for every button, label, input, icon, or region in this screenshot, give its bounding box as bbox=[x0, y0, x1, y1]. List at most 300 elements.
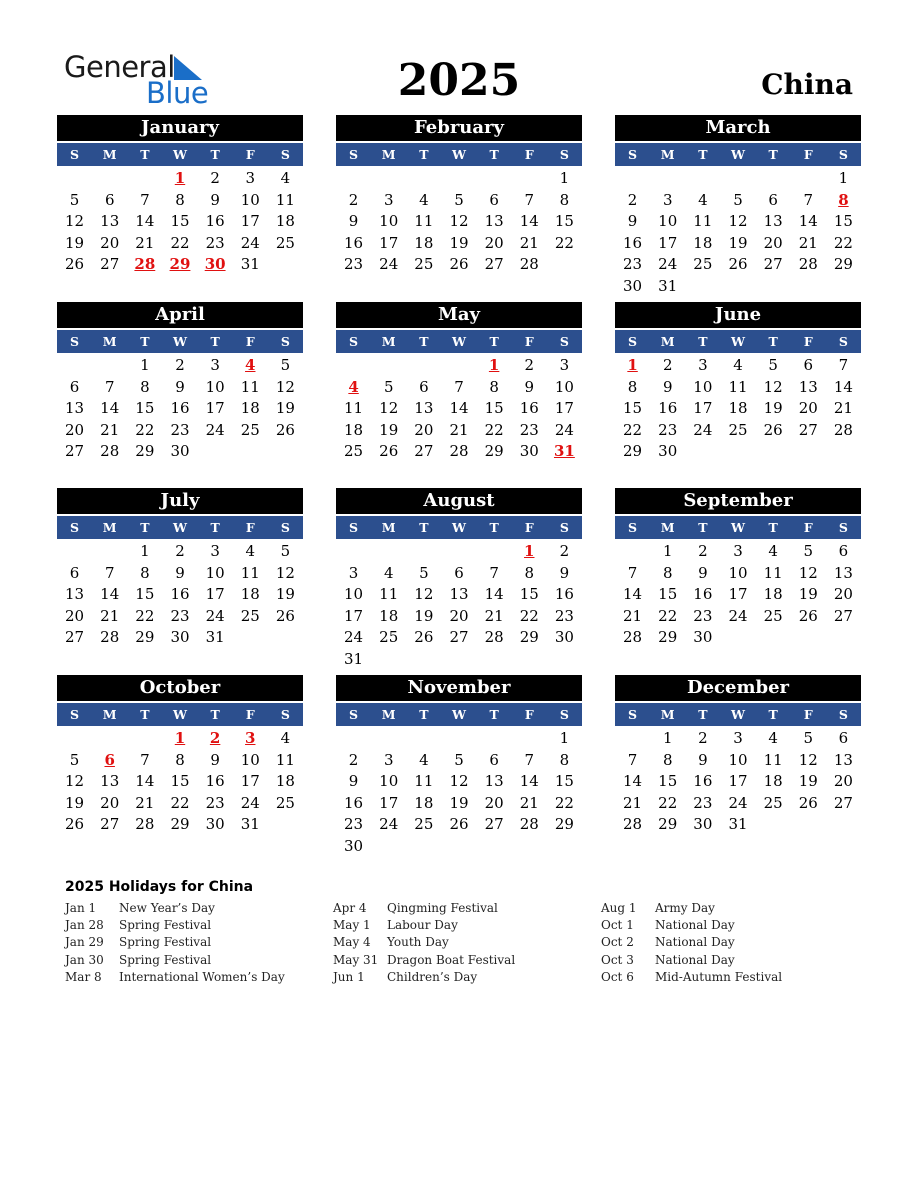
day-grid bbox=[615, 355, 861, 463]
day-cell: 11 bbox=[275, 190, 295, 209]
day-cell: 12 bbox=[798, 563, 818, 582]
day-cell: 26 bbox=[798, 606, 818, 625]
weekday-label: F bbox=[803, 707, 813, 722]
weekday-label: F bbox=[245, 707, 255, 722]
day-cell: 7 bbox=[803, 190, 814, 209]
day-cell: 11 bbox=[240, 377, 260, 396]
day-cell: 29 bbox=[833, 255, 853, 274]
day-cell: 17 bbox=[658, 233, 678, 252]
day-cell: 27 bbox=[763, 255, 783, 274]
month-june bbox=[615, 302, 861, 463]
day-cell: 10 bbox=[379, 212, 399, 231]
weekday-label: M bbox=[660, 147, 675, 162]
empty-cell bbox=[441, 168, 476, 190]
empty-cell bbox=[371, 168, 406, 190]
day-cell: 5 bbox=[383, 377, 394, 396]
day-cell: 2 bbox=[627, 190, 638, 209]
weekday-label: T bbox=[140, 147, 150, 162]
day-cell: 10 bbox=[240, 750, 260, 769]
day-cell: 23 bbox=[554, 606, 574, 625]
weekday-label: T bbox=[768, 520, 778, 535]
weekday-label: S bbox=[838, 147, 848, 162]
day-cell: 11 bbox=[379, 585, 399, 604]
day-cell: 8 bbox=[662, 750, 673, 769]
day-grid bbox=[336, 728, 582, 858]
day-grid bbox=[57, 355, 303, 463]
day-cell: 26 bbox=[728, 255, 748, 274]
day-cell: 18 bbox=[414, 233, 434, 252]
empty-cell bbox=[371, 355, 406, 377]
day-cell: 19 bbox=[414, 606, 434, 625]
day-cell: 11 bbox=[414, 212, 434, 231]
day-cell: 10 bbox=[554, 377, 574, 396]
day-cell: 5 bbox=[768, 356, 778, 374]
day-cell: 11 bbox=[728, 377, 748, 396]
day-cell: 16 bbox=[693, 585, 713, 604]
weekday-label: S bbox=[838, 520, 848, 535]
day-grid bbox=[615, 168, 861, 298]
day-cell: 7 bbox=[104, 563, 115, 582]
day-cell: 2 bbox=[524, 356, 535, 374]
day-cell: 5 bbox=[454, 190, 464, 209]
weekday-header bbox=[57, 703, 303, 726]
day-cell: 9 bbox=[175, 563, 185, 582]
weekday-header bbox=[57, 330, 303, 353]
holiday-date: Mar 8 bbox=[65, 969, 102, 984]
day-cell: 1 bbox=[559, 729, 570, 747]
weekday-label: M bbox=[102, 334, 117, 349]
empty-cell bbox=[615, 728, 650, 750]
day-cell: 6 bbox=[838, 729, 849, 747]
day-cell: 4 bbox=[280, 729, 291, 747]
day-cell: 15 bbox=[170, 212, 190, 231]
weekday-header bbox=[336, 143, 582, 166]
day-cell: 5 bbox=[733, 190, 743, 209]
weekday-label: T bbox=[140, 707, 150, 722]
day-cell: 11 bbox=[693, 212, 713, 231]
day-cell: 26 bbox=[275, 420, 295, 439]
day-cell: 15 bbox=[170, 772, 190, 791]
day-cell: 6 bbox=[419, 377, 429, 396]
day-cell: 16 bbox=[344, 793, 364, 812]
day-cell: 12 bbox=[763, 377, 783, 396]
day-cell: 22 bbox=[135, 606, 155, 625]
weekday-label: F bbox=[803, 520, 813, 535]
holiday-name: Spring Festival bbox=[119, 918, 212, 933]
day-cell: 31 bbox=[344, 649, 364, 668]
day-cell: 29 bbox=[554, 815, 574, 834]
weekday-label: M bbox=[660, 334, 675, 349]
day-grid bbox=[336, 541, 582, 671]
day-cell: 31 bbox=[240, 255, 260, 274]
month-august bbox=[336, 488, 582, 671]
empty-cell bbox=[791, 168, 826, 190]
weekday-label: S bbox=[280, 707, 290, 722]
calendar-year-title: 2025 bbox=[397, 55, 521, 106]
day-cell: 4 bbox=[698, 190, 708, 209]
month-title: April bbox=[57, 302, 303, 328]
day-cell: 3 bbox=[348, 563, 359, 582]
day-cell: 17 bbox=[379, 233, 399, 252]
month-title: June bbox=[615, 302, 861, 328]
day-cell: 15 bbox=[554, 772, 574, 791]
day-cell: 11 bbox=[344, 399, 364, 418]
day-cell: 31 bbox=[658, 276, 678, 295]
day-cell: 30 bbox=[554, 628, 574, 647]
day-cell: 22 bbox=[170, 793, 190, 812]
weekday-label: T bbox=[489, 520, 499, 535]
day-cell: 16 bbox=[554, 585, 574, 604]
day-cell: 23 bbox=[658, 420, 678, 439]
day-cell: 21 bbox=[135, 793, 155, 812]
empty-cell bbox=[441, 541, 476, 563]
weekday-label: F bbox=[524, 520, 534, 535]
weekday-label: W bbox=[172, 707, 188, 722]
holiday-name: Mid-Autumn Festival bbox=[655, 969, 783, 984]
holidays-title: 2025 Holidays for China bbox=[65, 879, 254, 895]
weekday-label: S bbox=[628, 520, 638, 535]
day-cell: 24 bbox=[658, 255, 678, 274]
day-cell: 27 bbox=[100, 255, 120, 274]
weekday-label: T bbox=[489, 147, 499, 162]
day-cell: 18 bbox=[240, 399, 260, 418]
weekday-label: M bbox=[381, 520, 396, 535]
day-cell: 7 bbox=[140, 750, 150, 769]
day-cell: 11 bbox=[240, 563, 260, 582]
weekday-label: T bbox=[140, 520, 150, 535]
day-cell: 17 bbox=[344, 606, 364, 625]
day-cell: 5 bbox=[69, 190, 80, 209]
day-cell: 30 bbox=[344, 836, 364, 855]
day-cell: 14 bbox=[519, 772, 539, 791]
day-cell: 22 bbox=[833, 233, 853, 252]
day-cell: 27 bbox=[414, 442, 434, 461]
day-cell: 26 bbox=[65, 815, 85, 834]
day-cell: 25 bbox=[414, 255, 434, 274]
weekday-label: S bbox=[628, 334, 638, 349]
day-cell: 5 bbox=[69, 750, 80, 769]
month-title: May bbox=[336, 302, 582, 328]
holiday-name: National Day bbox=[655, 935, 735, 950]
empty-cell bbox=[406, 728, 441, 750]
day-cell: 22 bbox=[519, 606, 539, 625]
day-cell: 19 bbox=[449, 233, 469, 252]
day-cell: 9 bbox=[559, 563, 570, 582]
holiday-name: New Year’s Day bbox=[119, 901, 215, 915]
month-title: November bbox=[336, 675, 582, 701]
day-cell: 10 bbox=[728, 750, 748, 769]
day-cell: 8 bbox=[559, 190, 570, 209]
day-cell: 9 bbox=[348, 772, 359, 791]
day-cell: 16 bbox=[344, 233, 364, 252]
holiday-date: May 1 bbox=[333, 918, 371, 933]
day-cell: 10 bbox=[658, 212, 678, 231]
day-cell: 13 bbox=[449, 585, 469, 604]
day-cell: 12 bbox=[414, 585, 434, 604]
day-cell: 11 bbox=[763, 750, 783, 769]
day-cell: 8 bbox=[524, 563, 535, 582]
weekday-label: T bbox=[768, 334, 778, 349]
day-cell: 3 bbox=[698, 356, 708, 374]
month-title: August bbox=[336, 488, 582, 514]
day-cell: 10 bbox=[728, 563, 748, 582]
month-title: February bbox=[336, 115, 582, 141]
day-cell: 16 bbox=[205, 212, 225, 231]
weekday-label: T bbox=[698, 147, 708, 162]
day-cell: 10 bbox=[379, 772, 399, 791]
day-cell: 18 bbox=[763, 772, 783, 791]
day-cell: 20 bbox=[484, 233, 504, 252]
day-grid bbox=[57, 728, 303, 836]
holiday-name: Youth Day bbox=[387, 935, 449, 950]
day-cell: 30 bbox=[623, 276, 643, 295]
day-cell: 7 bbox=[627, 750, 638, 769]
empty-cell bbox=[57, 355, 92, 377]
weekday-label: W bbox=[451, 520, 467, 535]
weekday-label: S bbox=[70, 147, 80, 162]
day-cell: 10 bbox=[205, 377, 225, 396]
day-cell: 18 bbox=[275, 772, 295, 791]
day-cell: 1 bbox=[662, 542, 673, 560]
day-cell: 12 bbox=[275, 563, 295, 582]
holiday-name: Qingming Festival bbox=[387, 901, 498, 915]
weekday-label: W bbox=[730, 334, 746, 349]
holiday-name: Army Day bbox=[655, 901, 715, 915]
day-cell: 16 bbox=[623, 233, 643, 252]
day-cell: 23 bbox=[170, 420, 190, 439]
day-cell: 19 bbox=[798, 772, 818, 791]
weekday-label: S bbox=[280, 520, 290, 535]
day-cell: 9 bbox=[698, 750, 708, 769]
day-cell: 5 bbox=[803, 729, 814, 747]
logo-word-general: General bbox=[64, 50, 175, 84]
weekday-label: T bbox=[210, 147, 220, 162]
day-cell: 21 bbox=[484, 606, 504, 625]
weekday-label: W bbox=[451, 707, 467, 722]
day-cell: 6 bbox=[454, 563, 464, 582]
weekday-label: M bbox=[381, 707, 396, 722]
day-cell: 15 bbox=[658, 585, 678, 604]
empty-cell bbox=[720, 168, 755, 190]
month-title: September bbox=[615, 488, 861, 514]
day-cell: 18 bbox=[344, 420, 364, 439]
day-cell: 2 bbox=[210, 169, 220, 187]
day-cell: 28 bbox=[623, 815, 643, 834]
weekday-label: S bbox=[70, 520, 80, 535]
day-cell: 18 bbox=[240, 585, 260, 604]
day-cell: 25 bbox=[379, 628, 399, 647]
weekday-label: S bbox=[280, 147, 290, 162]
empty-cell bbox=[57, 728, 92, 750]
day-cell: 26 bbox=[449, 815, 469, 834]
day-cell: 1 bbox=[838, 169, 849, 187]
day-cell: 26 bbox=[763, 420, 783, 439]
holiday-date: Oct 2 bbox=[601, 935, 634, 950]
holiday-day-cell: 1 bbox=[488, 356, 500, 374]
month-july bbox=[57, 488, 303, 649]
day-cell: 20 bbox=[65, 606, 85, 625]
day-cell: 18 bbox=[414, 793, 434, 812]
day-cell: 18 bbox=[693, 233, 713, 252]
weekday-label: M bbox=[381, 334, 396, 349]
day-cell: 20 bbox=[414, 420, 434, 439]
day-cell: 30 bbox=[205, 815, 225, 834]
day-cell: 2 bbox=[348, 750, 359, 769]
day-cell: 28 bbox=[135, 815, 155, 834]
day-cell: 9 bbox=[627, 212, 638, 231]
day-cell: 9 bbox=[662, 377, 673, 396]
day-cell: 21 bbox=[449, 420, 469, 439]
day-cell: 28 bbox=[519, 815, 539, 834]
day-cell: 6 bbox=[69, 563, 80, 582]
day-cell: 3 bbox=[383, 750, 394, 769]
weekday-label: T bbox=[489, 334, 499, 349]
weekday-label: S bbox=[559, 707, 569, 722]
day-cell: 6 bbox=[69, 377, 80, 396]
day-cell: 19 bbox=[65, 233, 85, 252]
day-cell: 20 bbox=[100, 793, 120, 812]
weekday-label: M bbox=[102, 147, 117, 162]
empty-cell bbox=[615, 168, 650, 190]
day-cell: 5 bbox=[454, 750, 464, 769]
day-cell: 19 bbox=[275, 585, 295, 604]
weekday-label: S bbox=[349, 520, 359, 535]
day-cell: 15 bbox=[554, 212, 574, 231]
day-cell: 7 bbox=[627, 563, 638, 582]
day-cell: 6 bbox=[768, 190, 778, 209]
holiday-date: Jun 1 bbox=[333, 969, 365, 984]
day-cell: 7 bbox=[104, 377, 115, 396]
holiday-name: National Day bbox=[655, 918, 735, 933]
day-cell: 6 bbox=[838, 542, 849, 560]
holiday-day-cell: 4 bbox=[348, 377, 359, 396]
day-cell: 27 bbox=[484, 255, 504, 274]
weekday-label: M bbox=[102, 520, 117, 535]
day-cell: 22 bbox=[623, 420, 643, 439]
day-cell: 23 bbox=[693, 793, 713, 812]
day-cell: 3 bbox=[733, 729, 743, 747]
holiday-date: May 4 bbox=[333, 935, 371, 950]
empty-cell bbox=[441, 728, 476, 750]
day-cell: 19 bbox=[728, 233, 748, 252]
day-cell: 25 bbox=[240, 420, 260, 439]
day-cell: 24 bbox=[379, 815, 399, 834]
holiday-day-cell: 30 bbox=[204, 255, 226, 274]
day-cell: 2 bbox=[698, 542, 708, 560]
day-cell: 28 bbox=[100, 442, 120, 461]
day-cell: 2 bbox=[348, 190, 359, 209]
empty-cell bbox=[92, 541, 127, 563]
day-cell: 23 bbox=[519, 420, 539, 439]
weekday-label: T bbox=[210, 707, 220, 722]
empty-cell bbox=[512, 168, 547, 190]
day-cell: 20 bbox=[100, 233, 120, 252]
month-february bbox=[336, 115, 582, 276]
weekday-label: F bbox=[803, 147, 813, 162]
day-cell: 22 bbox=[135, 420, 155, 439]
weekday-label: S bbox=[349, 707, 359, 722]
weekday-label: W bbox=[730, 707, 746, 722]
day-cell: 23 bbox=[344, 255, 364, 274]
empty-cell bbox=[336, 728, 371, 750]
day-cell: 23 bbox=[205, 233, 225, 252]
day-cell: 8 bbox=[140, 377, 150, 396]
country-title: China bbox=[761, 68, 853, 101]
day-cell: 12 bbox=[728, 212, 748, 231]
day-cell: 15 bbox=[484, 399, 504, 418]
empty-cell bbox=[406, 355, 441, 377]
weekday-label: F bbox=[245, 147, 255, 162]
holiday-date: Jan 28 bbox=[65, 918, 104, 933]
day-cell: 13 bbox=[484, 772, 504, 791]
day-cell: 16 bbox=[658, 399, 678, 418]
day-cell: 15 bbox=[519, 585, 539, 604]
day-cell: 17 bbox=[240, 212, 260, 231]
month-january bbox=[57, 115, 303, 276]
day-cell: 11 bbox=[763, 563, 783, 582]
day-cell: 9 bbox=[210, 750, 220, 769]
day-cell: 4 bbox=[768, 542, 778, 560]
day-cell: 9 bbox=[175, 377, 185, 396]
day-cell: 14 bbox=[449, 399, 469, 418]
day-cell: 17 bbox=[728, 772, 748, 791]
day-cell: 17 bbox=[240, 772, 260, 791]
holiday-day-cell: 1 bbox=[174, 729, 186, 747]
day-cell: 17 bbox=[693, 399, 713, 418]
empty-cell bbox=[57, 168, 92, 190]
day-cell: 7 bbox=[524, 750, 535, 769]
empty-cell bbox=[127, 728, 162, 750]
day-cell: 14 bbox=[100, 585, 120, 604]
weekday-label: W bbox=[451, 147, 467, 162]
day-cell: 28 bbox=[798, 255, 818, 274]
day-cell: 3 bbox=[733, 542, 743, 560]
day-cell: 28 bbox=[623, 628, 643, 647]
weekday-label: F bbox=[803, 334, 813, 349]
day-cell: 31 bbox=[728, 815, 748, 834]
holiday-name: Spring Festival bbox=[119, 935, 212, 950]
day-cell: 12 bbox=[275, 377, 295, 396]
day-cell: 3 bbox=[210, 356, 220, 374]
weekday-label: S bbox=[628, 147, 638, 162]
day-cell: 24 bbox=[554, 420, 574, 439]
day-cell: 8 bbox=[140, 563, 150, 582]
day-cell: 4 bbox=[419, 750, 429, 769]
day-cell: 8 bbox=[489, 377, 499, 396]
day-cell: 24 bbox=[240, 793, 260, 812]
day-cell: 29 bbox=[170, 815, 190, 834]
day-cell: 20 bbox=[484, 793, 504, 812]
weekday-label: S bbox=[70, 707, 80, 722]
day-cell: 6 bbox=[489, 190, 499, 209]
day-cell: 2 bbox=[662, 356, 673, 374]
day-cell: 9 bbox=[348, 212, 359, 231]
day-cell: 25 bbox=[275, 233, 295, 252]
day-cell: 20 bbox=[798, 399, 818, 418]
day-cell: 24 bbox=[240, 233, 260, 252]
holiday-name: National Day bbox=[655, 952, 735, 967]
day-cell: 10 bbox=[693, 377, 713, 396]
day-cell: 21 bbox=[100, 420, 120, 439]
day-cell: 15 bbox=[135, 399, 155, 418]
day-cell: 16 bbox=[170, 399, 190, 418]
weekday-label: T bbox=[698, 707, 708, 722]
day-cell: 19 bbox=[379, 420, 399, 439]
day-cell: 23 bbox=[170, 606, 190, 625]
day-cell: 26 bbox=[65, 255, 85, 274]
day-cell: 4 bbox=[419, 190, 429, 209]
weekday-label: T bbox=[140, 334, 150, 349]
